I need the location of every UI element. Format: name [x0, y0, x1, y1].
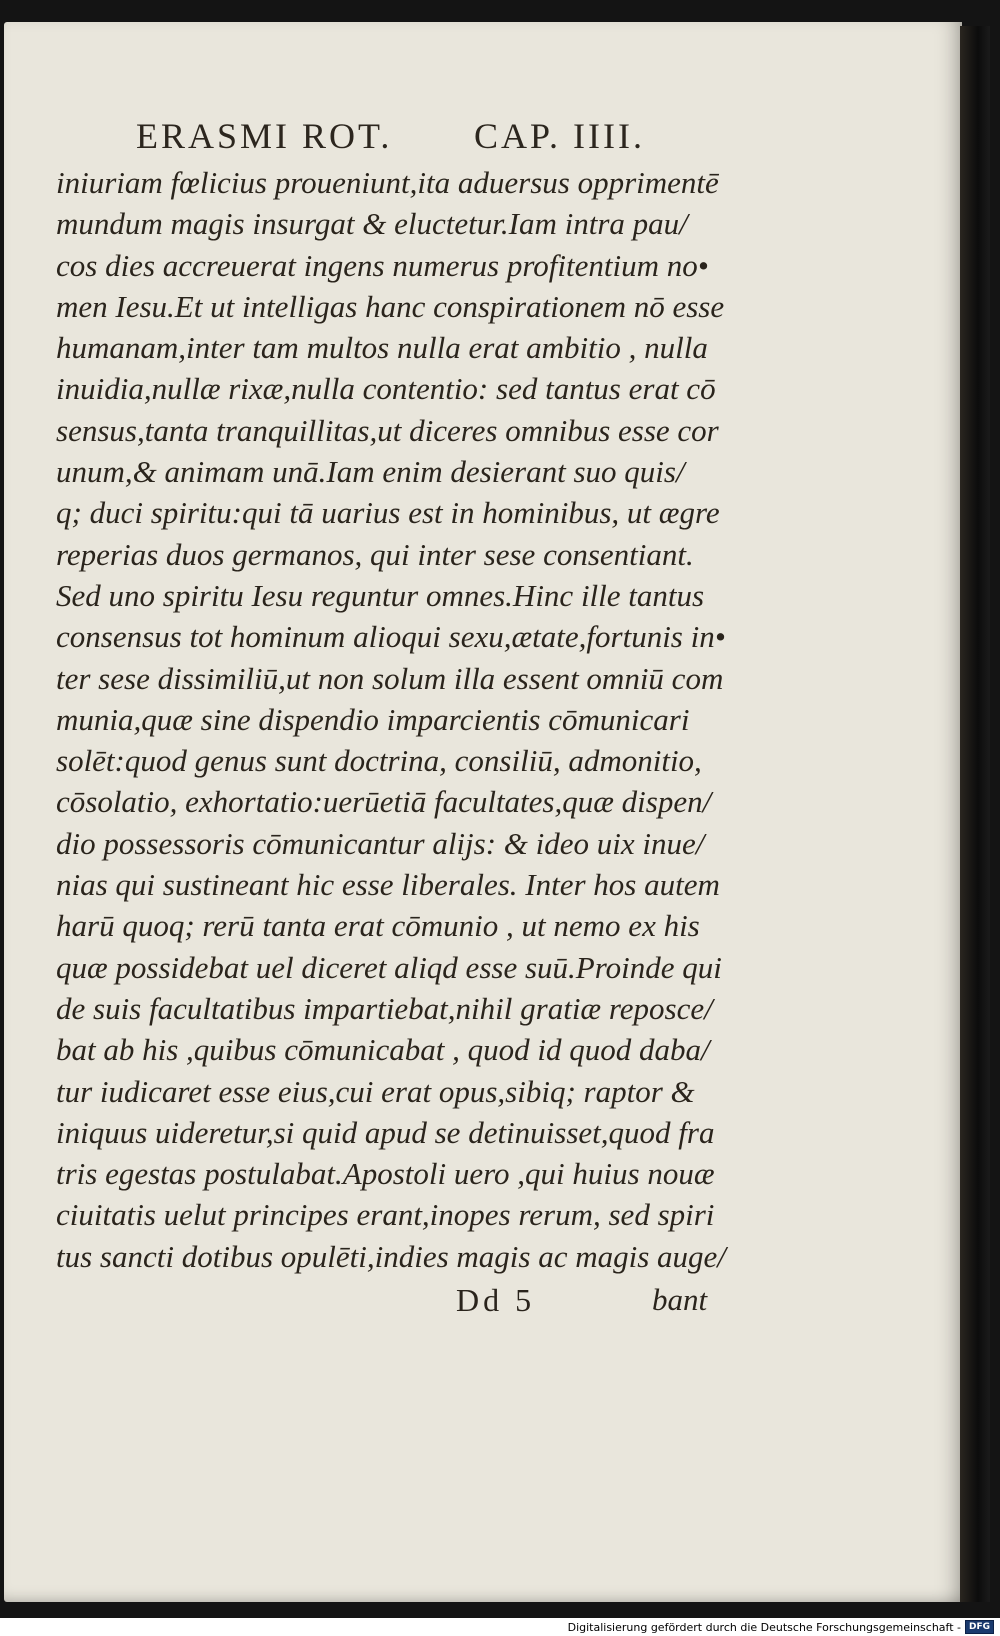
text-line: munia,quæ sine dispendio imparcientis cōmunicari — [56, 701, 690, 737]
text-line: inuidia,nullæ rixæ,nulla contentio: sed tantus erat cō — [56, 371, 716, 407]
text-line: men Iesu.Et ut intelligas hanc conspirationem nō esse — [56, 288, 725, 324]
running-head-author: ERASMI ROT. — [136, 116, 393, 156]
text-line: iniquus uideretur,si quid apud se detinuisset,quod fra — [56, 1114, 715, 1150]
credit-text: Digitalisierung gefördert durch die Deutsche Forschungsgemeinschaft - — [567, 1620, 961, 1634]
text-line: harū quoq; rerū tanta erat cōmunio , ut nemo ex his — [56, 908, 700, 944]
text-line: solēt:quod genus sunt doctrina, consiliū, admonitio, — [56, 743, 702, 779]
page-body-text — [56, 162, 736, 1277]
text-line: sensus,tanta tranquillitas,ut diceres omnibus esse cor — [56, 412, 719, 448]
text-line: consensus tot hominum alioqui sexu,ætate,fortunis in• — [56, 619, 726, 655]
text-line: nias qui sustineant hic esse liberales. Inter hos autem — [56, 867, 720, 903]
text-line: Sed uno spiritu Iesu reguntur omnes.Hinc ille tantus — [56, 577, 705, 613]
running-head-chapter: CAP. IIII. — [474, 116, 645, 156]
running-head — [136, 115, 736, 165]
text-line: quæ possidebat uel diceret aliqd esse suū.Proinde qui — [56, 949, 722, 985]
text-line: iniuriam fœlicius proueniunt,ita aduersus opprimentē — [56, 165, 719, 200]
text-line: cōsolatio, exhortatio:uerūetiā facultates,quæ dispen/ — [56, 784, 712, 820]
text-line: unum,& animam unā.Iam enim desierant suo quis/ — [56, 454, 685, 490]
dfg-logo: DFG — [965, 1620, 994, 1634]
digitization-credit — [568, 1619, 994, 1635]
text-line: tus sancti dotibus opulēti,indies magis ac magis auge/ — [56, 1238, 726, 1274]
text-line: cos dies accreuerat ingens numerus profitentium no• — [56, 247, 709, 283]
book-spine-edge — [960, 26, 990, 1602]
text-line: reperias duos germanos, qui inter sese consentiant. — [56, 536, 694, 572]
signature-mark: Dd 5 — [456, 1282, 536, 1318]
text-line: q; duci spiritu:qui tā uarius est in hominibus, ut ægre — [56, 495, 720, 531]
text-line: dio possessoris cōmunicantur alijs: & ideo uix inue/ — [56, 825, 705, 861]
text-line: tur iudicaret esse eius,cui erat opus,sibiq; raptor & — [56, 1073, 695, 1109]
text-line: de suis facultatibus impartiebat,nihil gratiæ reposce/ — [56, 990, 713, 1026]
text-line: mundum magis insurgat & eluctetur.Iam intra pau/ — [56, 206, 688, 242]
text-line: ciuitatis uelut principes erant,inopes rerum, sed spiri — [56, 1197, 715, 1233]
catchword: bant — [652, 1282, 708, 1317]
text-line: ter sese dissimiliū,ut non solum illa essent omniū com — [56, 660, 724, 696]
text-line: bat ab his ,quibus cōmunicabat , quod id quod daba/ — [56, 1032, 710, 1068]
text-line: humanam,inter tam multos nulla erat ambitio , nulla — [56, 330, 708, 366]
text-line: tris egestas postulabat.Apostoli uero ,qui huius nouæ — [56, 1156, 715, 1192]
